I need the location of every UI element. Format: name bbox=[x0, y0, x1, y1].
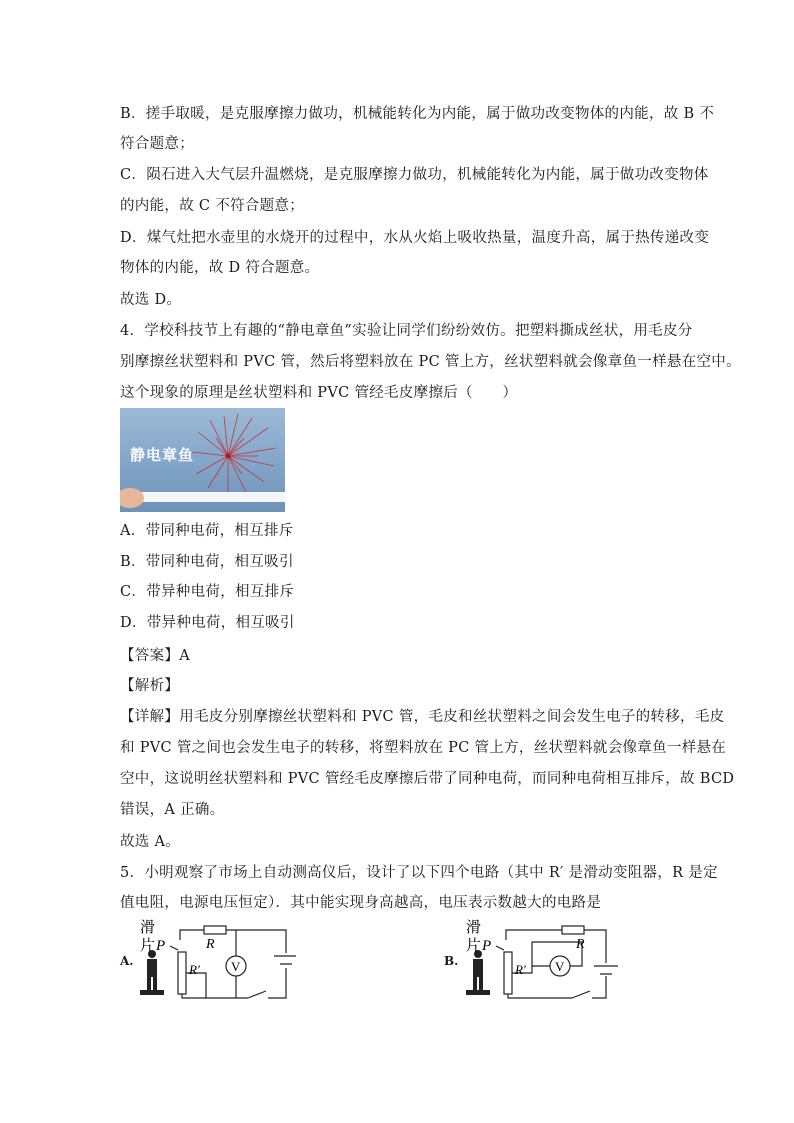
question-5-line-1: 5．小明观察了市场上自动测高仪后，设计了以下四个电路（其中 R′ 是滑动变阻器，R 是定 bbox=[120, 865, 718, 881]
circuit-a-rprime-label: R′ bbox=[189, 962, 200, 977]
line-7: 故选 D。 bbox=[120, 292, 182, 308]
question-5-line-2: 值电阻，电源电压恒定）．其中能实现身高越高，电压表示数越大的电路是 bbox=[120, 895, 602, 911]
circuit-a-slider-arrow bbox=[170, 946, 178, 950]
circuit-b-fixed-resistor bbox=[562, 926, 584, 934]
line-1: B．搓手取暖，是克服摩擦力做功，机械能转化为内能，属于做功改变物体的内能，故 B 不 bbox=[120, 106, 715, 122]
circuit-b-meter-label: V bbox=[555, 959, 565, 974]
pvc-pipe bbox=[120, 492, 285, 502]
line-4: 的内能，故 C 不符合题意； bbox=[120, 198, 305, 214]
circuit-b-wire-top-right bbox=[584, 930, 606, 963]
circuit-a-slide-rheostat bbox=[178, 952, 186, 994]
circuit-b-diagram bbox=[462, 918, 622, 1003]
circuit-b-wire-top-left bbox=[506, 930, 562, 940]
analysis-heading: 【解析】 bbox=[120, 678, 180, 694]
detail-line-2: 和 PVC 管之间也会发生电子的转移，将塑料放在 PC 管上方，丝状塑料就会像章鱼一样悬在 bbox=[120, 740, 727, 756]
circuit-a-diagram bbox=[136, 918, 296, 1003]
question-4-line-3: 这个现象的原理是丝状塑料和 PVC 管经毛皮摩擦后（ ） bbox=[120, 385, 518, 401]
circuit-b-switch bbox=[572, 991, 590, 998]
photo-caption: 静电章鱼 bbox=[130, 446, 195, 464]
circuit-a-wire-top-right bbox=[226, 930, 286, 953]
option-b: B．带同种电荷，相互吸引 bbox=[120, 554, 294, 570]
circuit-b-wire-bottom-left bbox=[508, 994, 572, 998]
circuit-b-slide-rheostat bbox=[504, 952, 512, 994]
option-d: D．带异种电荷，相互吸引 bbox=[120, 615, 295, 631]
line-3: C．陨石进入大气层升温燃烧，是克服摩擦力做功，机械能转化为内能，属于做功改变物体 bbox=[120, 167, 709, 183]
detail-line-1: 【详解】用毛皮分别摩擦丝状塑料和 PVC 管，毛皮和丝状塑料之间会发生电子的转移，毛皮 bbox=[120, 709, 725, 725]
circuit-a-option-label: A. bbox=[120, 954, 134, 968]
option-c: C．带异种电荷，相互排斥 bbox=[120, 584, 295, 600]
circuit-a-meter-label: V bbox=[231, 959, 241, 974]
circuit-b-piece-char: 片 bbox=[466, 938, 482, 954]
circuit-a-wire-top-left bbox=[180, 930, 204, 940]
circuit-b-r-label: R bbox=[576, 937, 585, 952]
circuit-b-slide-char: 滑 bbox=[466, 920, 482, 936]
question-4-line-1: 4．学校科技节上有趣的“静电章鱼”实验让同学们纷纷效仿。把塑料撕成丝状，用毛皮分 bbox=[120, 323, 693, 339]
circuit-b-slider-arrow bbox=[496, 946, 504, 950]
hand bbox=[120, 488, 144, 508]
option-a: A．带同种电荷，相互排斥 bbox=[120, 523, 294, 539]
circuit-a-r-label: R bbox=[206, 937, 215, 952]
circuit-a-fixed-resistor bbox=[204, 926, 226, 934]
line-5: D．煤气灶把水壶里的水烧开的过程中，水从火焰上吸收热量，温度升高，属于热传递改变 bbox=[120, 230, 710, 246]
circuit-b-wire-bottom-right bbox=[592, 976, 606, 998]
circuit-b-battery bbox=[594, 966, 618, 974]
circuit-b-option-label: B. bbox=[444, 954, 459, 968]
circuit-a-switch bbox=[248, 991, 266, 998]
circuit-a-wire-bottom-left bbox=[182, 994, 248, 998]
detail-line-4: 错误，A 正确。 bbox=[120, 802, 225, 818]
circuit-b-p-label: P bbox=[482, 938, 492, 954]
circuit-a-person-icon bbox=[140, 950, 164, 995]
detail-line-5: 故选 A。 bbox=[120, 834, 181, 850]
circuit-a-piece-char: 片 bbox=[140, 938, 156, 954]
line-6: 物体的内能，故 D 符合题意。 bbox=[120, 260, 320, 276]
octopus-photo bbox=[120, 408, 285, 512]
question-4-line-2: 别摩擦丝状塑料和 PVC 管，然后将塑料放在 PC 管上方，丝状塑料就会像章鱼一样悬在空中。 bbox=[120, 354, 741, 370]
circuit-a-p-label: P bbox=[156, 938, 166, 954]
circuit-b-person-icon bbox=[466, 950, 490, 995]
answer-line: 【答案】A bbox=[120, 648, 190, 664]
strand-knot bbox=[226, 454, 231, 459]
circuit-a-battery bbox=[274, 956, 296, 964]
circuit-b-rprime-label: R′ bbox=[515, 962, 526, 977]
circuit-a-slide-char: 滑 bbox=[140, 920, 156, 936]
plastic-strands bbox=[192, 414, 276, 494]
circuit-a-wire-bottom-right bbox=[268, 968, 286, 998]
line-2: 符合题意； bbox=[120, 136, 194, 152]
detail-line-3: 空中，这说明丝状塑料和 PVC 管经毛皮摩擦后带了同种电荷，而同种电荷相互排斥，故 BCD bbox=[120, 771, 735, 787]
